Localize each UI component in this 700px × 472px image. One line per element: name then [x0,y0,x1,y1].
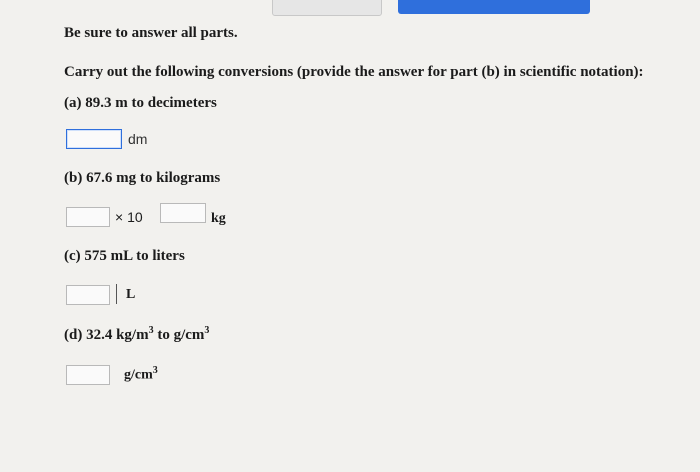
part-d-unit-base: g/cm [124,367,153,383]
part-c-label: (c) 575 mL to liters [64,248,185,264]
part-d-answer-input[interactable] [66,365,110,385]
part-b-mantissa-input[interactable] [66,207,110,227]
top-tab-blue[interactable] [398,0,590,14]
question-text: Carry out the following conversions (provide the answer for part (b) in scientific notation): [64,64,644,80]
part-d-label [64,325,209,344]
part-d-label-mid: to g/cm [153,327,205,343]
part-d-unit [124,365,158,384]
part-d-label-start: (d) 32.4 kg/m [64,327,149,343]
part-b-label: (b) 67.6 mg to kilograms [64,170,221,186]
part-c-unit: L [126,287,136,302]
part-d-unit-sup: 3 [152,365,158,376]
part-a-label: (a) 89.3 m to decimeters [64,95,217,111]
part-d-sup-1: 3 [148,325,154,336]
part-b-exponent-input[interactable] [160,203,206,223]
part-b-times-ten: × 10 [115,209,143,225]
top-tab-gray[interactable] [272,0,382,16]
part-c-answer-input[interactable] [66,285,110,305]
part-d-sup-2: 3 [204,325,210,336]
part-a-answer-input[interactable] [66,129,122,149]
part-b-unit: kg [211,211,226,226]
instruction-text: Be sure to answer all parts. [64,25,238,41]
part-a-unit: dm [128,131,148,147]
part-c-separator [116,284,117,304]
